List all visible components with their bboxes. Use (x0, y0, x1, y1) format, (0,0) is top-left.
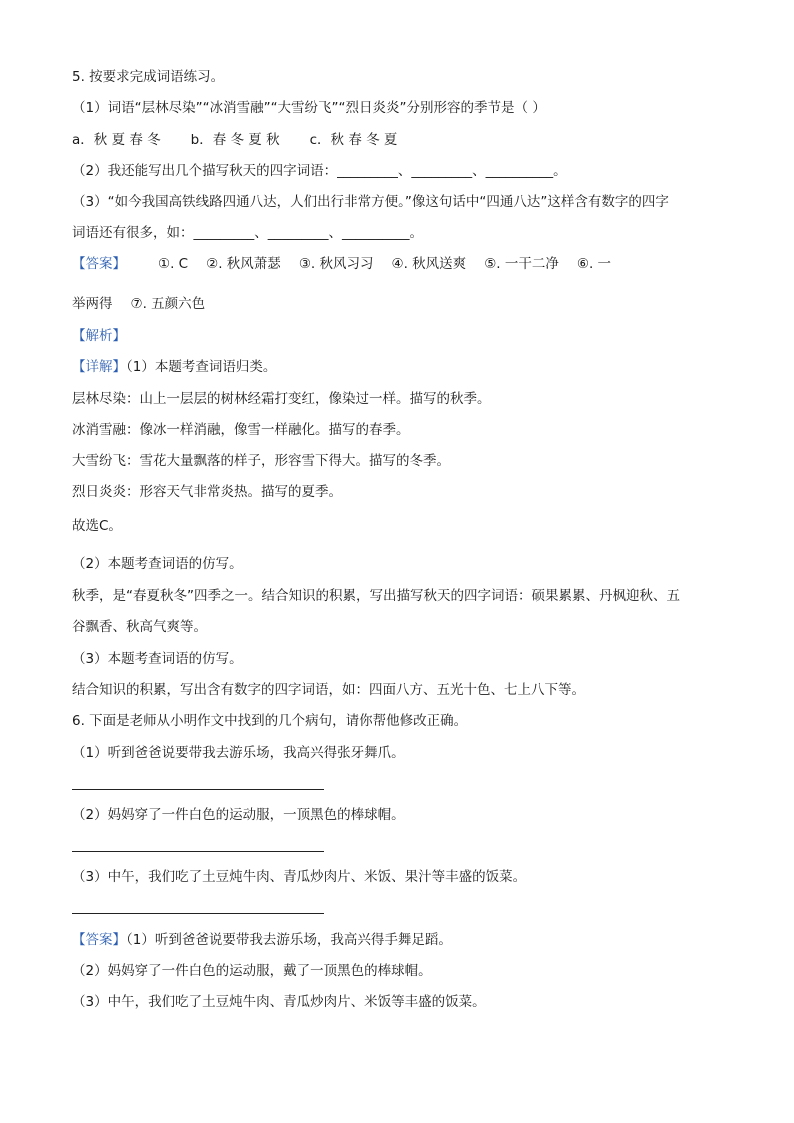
detail-line: 故选C。 (72, 518, 122, 534)
answer-blank-line (72, 913, 324, 914)
detail-line: 大雪纷飞：雪花大量飘落的样子，形容雪下得大。描写的冬季。 (72, 453, 450, 469)
detail-line: （2）本题考查词语的仿写。 (72, 556, 243, 572)
q6-answer1 (72, 930, 732, 950)
answer-item: ②. 秋风萧瑟 (206, 256, 281, 272)
q5-part3-line1: （3）“如今我国高铁线路四通八达，人们出行非常方便。”像这句话中“四通八达”这样含有数字的四字 (72, 194, 669, 210)
detail-intro (72, 357, 732, 377)
q6-sentence3: （3）中午，我们吃了土豆炖牛肉、青瓜炒肉片、米饭、果汁等丰盛的饭菜。 (72, 869, 527, 885)
q5-part2: （2）我还能写出几个描写秋天的四字词语：_________、_________、__________。 (72, 163, 567, 179)
answer-label: 【答案】 (72, 256, 126, 272)
answer-blank-line (72, 851, 324, 852)
q5-options (72, 130, 732, 150)
option-a: a．秋 夏 春 冬 (72, 132, 161, 148)
q5-answer-row2 (72, 294, 732, 314)
answer-item: ⑤. 一干二净 (484, 256, 559, 272)
option-c: c．秋 春 冬 夏 (309, 132, 398, 148)
detail-line: 谷飘香、秋高气爽等。 (72, 619, 207, 635)
detail-label: 【详解】 (72, 359, 126, 375)
answer-item: ⑦. 五颜六色 (130, 296, 206, 312)
q5-title: 5. 按要求完成词语练习。 (72, 69, 225, 85)
detail-line: （3）本题考查词语的仿写。 (72, 651, 243, 667)
detail-line: 结合知识的积累，写出含有数字的四字词语，如：四面八方、五光十色、七上八下等。 (72, 682, 585, 698)
detail-text: （1）本题考查词语归类。 (126, 359, 277, 375)
answer-item: 举两得 (72, 296, 113, 312)
answer-label: 【答案】 (72, 932, 126, 948)
detail-line: 层林尽染：山上一层层的树林经霜打变红，像染过一样。描写的秋季。 (72, 391, 491, 407)
option-b: b．春 冬 夏 秋 (190, 132, 280, 148)
q6-answer3: （3）中午，我们吃了土豆炖牛肉、青瓜炒肉片、米饭等丰盛的饭菜。 (72, 994, 486, 1010)
answer-item: ③. 秋风习习 (298, 256, 374, 272)
analysis-label: 【解析】 (72, 328, 126, 344)
q5-answer-row1 (72, 254, 732, 274)
detail-line: 冰消雪融：像冰一样消融，像雪一样融化。描写的春季。 (72, 422, 410, 438)
answer-text: （1）听到爸爸说要带我去游乐场，我高兴得手舞足蹈。 (126, 932, 452, 948)
detail-line: 秋季，是“春夏秋冬”四季之一。结合知识的积累，写出描写秋天的四字词语：硕果累累、丹枫迎秋、五 (72, 588, 680, 604)
q5-part1: （1）词语“层林尽染”“冰消雪融”“大雪纷飞”“烈日炎炎”分别形容的季节是（ ） (72, 100, 546, 116)
q6-sentence2: （2）妈妈穿了一件白色的运动服，一顶黑色的棒球帽。 (72, 807, 405, 823)
answer-item: ①. C (158, 256, 189, 272)
q6-sentence1: （1）听到爸爸说要带我去游乐场，我高兴得张牙舞爪。 (72, 745, 405, 761)
q6-title: 6. 下面是老师从小明作文中找到的几个病句，请你帮他修改正确。 (72, 713, 468, 729)
detail-line: 烈日炎炎：形容天气非常炎热。描写的夏季。 (72, 484, 342, 500)
answer-item: ④. 秋风送爽 (391, 256, 467, 272)
q6-answer2: （2）妈妈穿了一件白色的运动服，戴了一顶黑色的棒球帽。 (72, 963, 432, 979)
answer-item: ⑥. 一 (576, 256, 612, 272)
q5-part3-line2: 词语还有很多，如：_________、_________、__________。 (72, 225, 423, 241)
answer-blank-line (72, 789, 324, 790)
